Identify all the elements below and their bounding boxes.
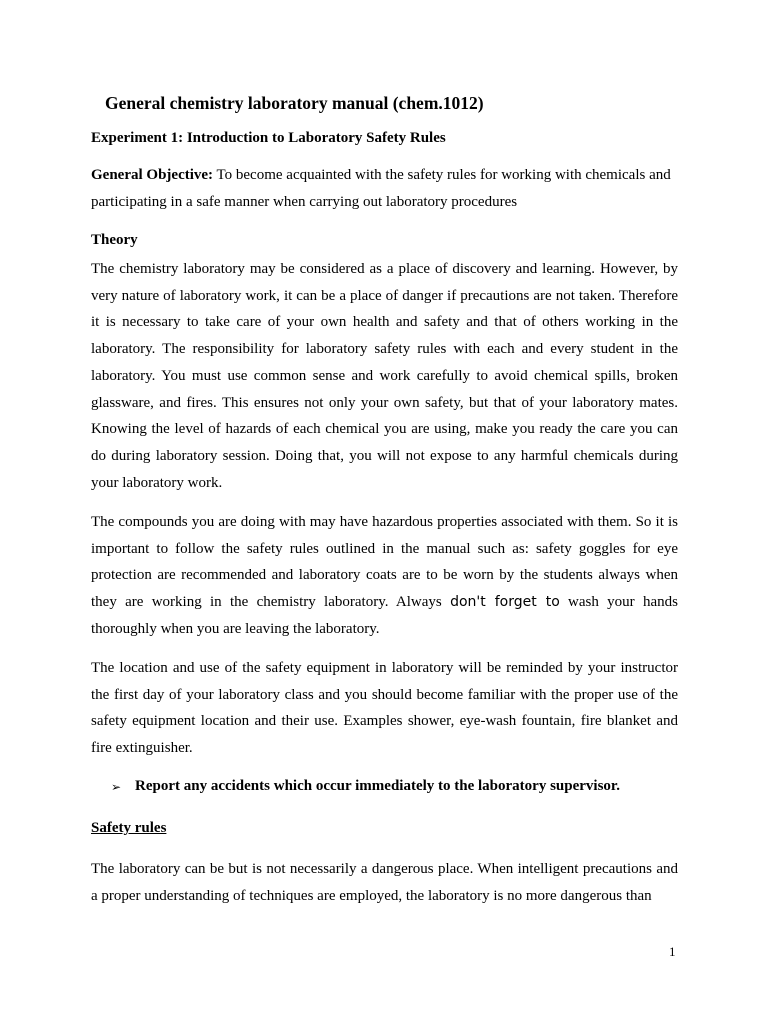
general-objective — [91, 162, 681, 216]
objective-text: To become acquainted with the safety rules for working with chemicals and participating in a safe manner when carrying out laboratory procedures — [91, 167, 671, 210]
experiment-heading: Experiment 1: Introduction to Laboratory Safety Rules — [91, 130, 446, 146]
theory-paragraph-2-start: The compounds you are doing with may have hazardous properties associated with them. So it is important to follow the safety rules outlined in the manual such as: safety goggles for eye protection are recommended and laboratory coats are to be worn by the students always when they are working in the chemistry laboratory. Always — [91, 514, 678, 611]
theory-heading: Theory — [91, 232, 138, 248]
document-title: General chemistry laboratory manual (chem.1012) — [105, 93, 484, 113]
safety-paragraph-1: The laboratory can be but is not necessarily a dangerous place. When intelligent precautions and a proper understanding of techniques are employed, the laboratory is no more dangerous than — [91, 861, 678, 904]
theory-paragraph-3: The location and use of the safety equipment in laboratory will be reminded by your instructor the first day of your laboratory class and you should become familiar with the proper use of the safety equipment location and their use. Examples shower, eye-wash fountain, fire blanket and fire extinguisher. — [91, 660, 678, 757]
theory-paragraph-2 — [91, 509, 678, 643]
safety-rules-heading: Safety rules — [91, 820, 167, 836]
arrow-bullet-icon: ➢ — [111, 779, 122, 794]
page-number: 1 — [669, 944, 676, 959]
theory-paragraph-2-phrase: don't forget to — [450, 594, 560, 611]
accident-report-text: Report any accidents which occur immediately to the laboratory supervisor. — [135, 778, 620, 794]
theory-paragraph-1: The chemistry laboratory may be considered as a place of discovery and learning. However, by very nature of laboratory work, it can be a place of danger if precautions are not taken. Therefore it is necessary to take care of your own health and safety and that of others working in the laboratory. The responsibility for laboratory safety rules with each and every student in the laboratory. You must use common sense and work carefully to avoid chemical spills, broken glassware, and fires. This ensures not only your own safety, but that of your laboratory mates. Knowing the level of hazards of each chemical you are using, make you ready the care you can do during laboratory session. Doing that, you will not expose to any harmful chemicals during your laboratory work. — [91, 261, 678, 491]
theory-paragraph-2-end: wash your hands thoroughly when you are leaving the laboratory. — [91, 594, 678, 637]
accident-report-bullet — [111, 778, 620, 795]
objective-label: General Objective: — [91, 167, 214, 183]
